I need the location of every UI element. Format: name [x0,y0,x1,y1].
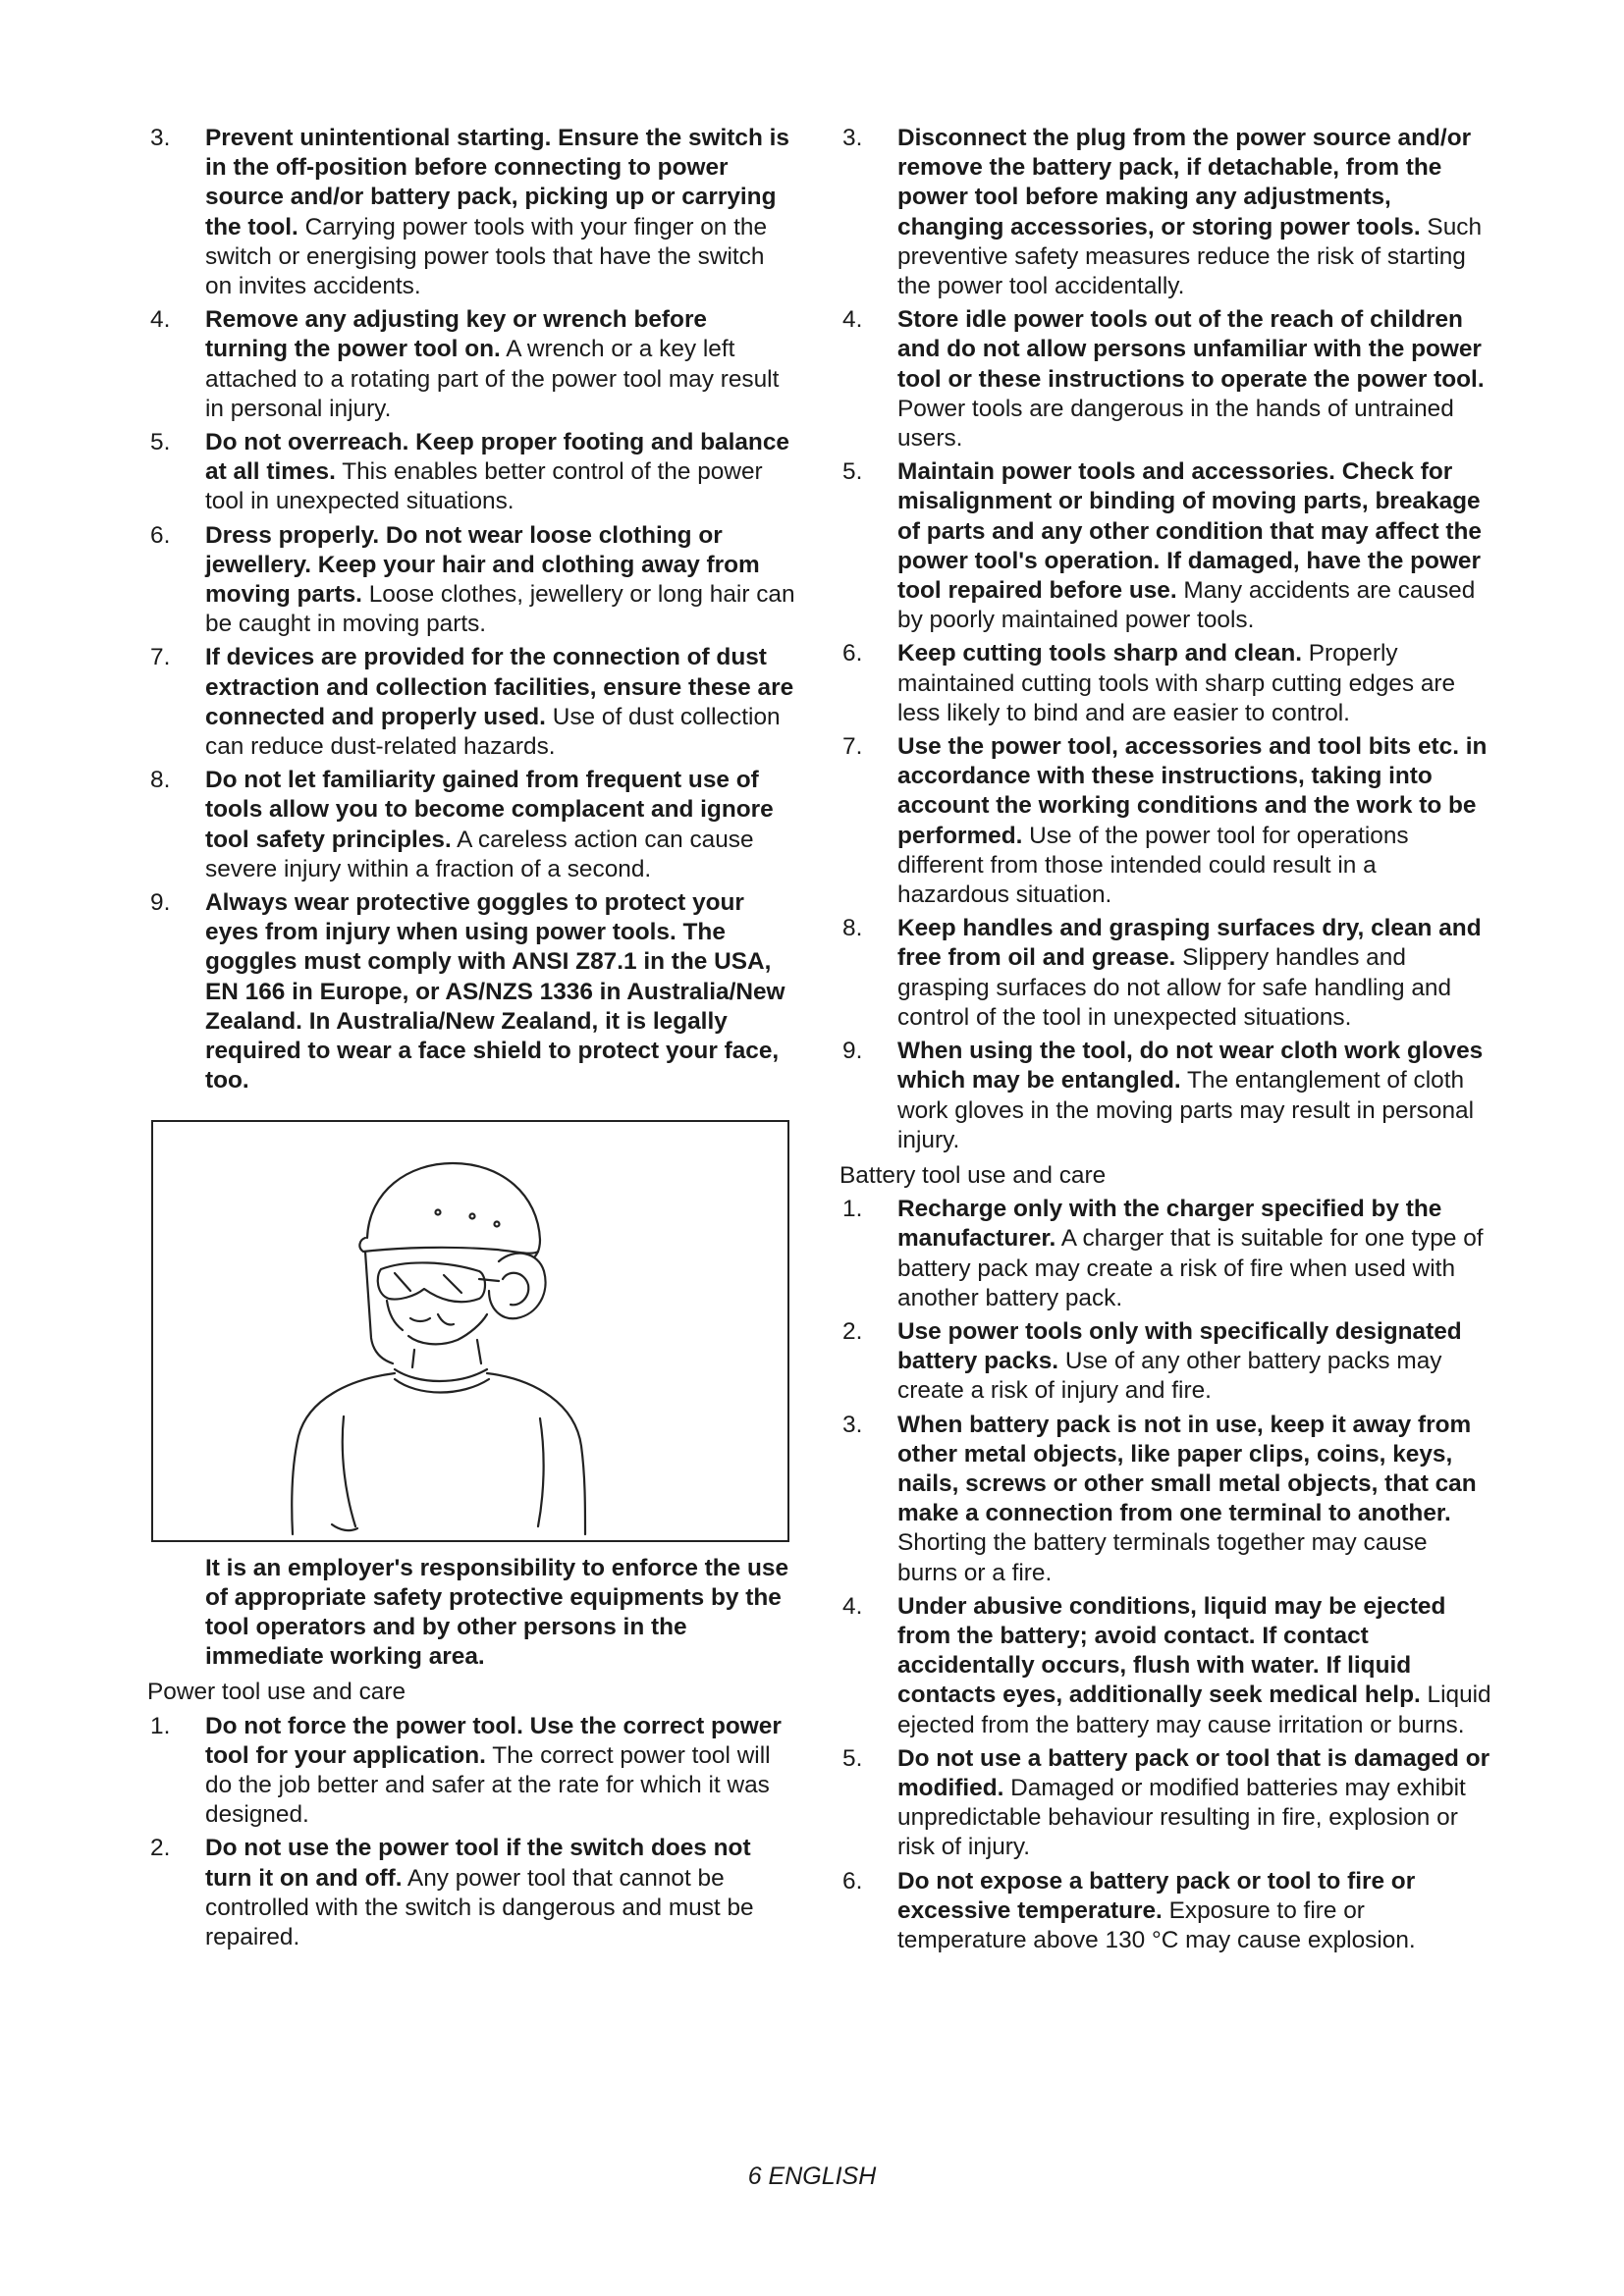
item-number: 3. [842,1411,863,1438]
item-bold-text: Dress properly. Do not wear loose clothing or jewellery. Keep your hair and clothing away from moving parts. [205,521,760,609]
left-column [147,124,795,1956]
item-bold-text: Keep cutting tools sharp and clean. [897,640,1302,667]
item-number: 6. [842,1867,863,1895]
item-body-text: The entanglement of cloth work gloves in the moving parts may result in personal injury. [897,1067,1474,1153]
item-body-text: Exposure to fire or temperature above 130 °C may cause explosion. [897,1896,1416,1953]
list-item [839,639,1492,728]
item-body-text: A careless action can cause severe injury within a fraction of a second. [205,826,754,882]
item-number: 3. [842,125,863,151]
list-item [839,1195,1492,1313]
item-bold-text: Do not use the power tool if the switch does not turn it on and off. [205,1835,751,1892]
item-bold-text: Recharge only with the charger specified by the manufacturer. [897,1196,1442,1253]
item-number: 6. [842,640,863,667]
item-bold-text: When battery pack is not in use, keep it away from other metal objects, like paper clips, coins, keys, nails, screws or other small metal objects, that can make a connection from one terminal to another. [897,1411,1477,1527]
item-bold-text: Store idle power tools out of the reach of children and do not allow persons unfamiliar with the power tool or these instructions to operate the power tool. [897,306,1485,393]
item-body-text: Use of dust collection can reduce dust-related hazards. [205,703,781,761]
list-item [147,1834,795,1952]
item-body-text: Use of any other battery packs may create a risk of injury and fire. [897,1348,1442,1405]
item-number: 8. [150,767,171,794]
list-item [839,1867,1492,1956]
item-body-text: A wrench or a key left attached to a rotating part of the power tool may result in personal injury. [205,336,780,422]
item-bold-text: Maintain power tools and accessories. Check for misalignment or binding of moving parts, breakage of parts and any other condition that may affect the power tool's operation. If damaged, have the power tool repaired before use. [897,458,1482,605]
list-item [839,124,1492,301]
item-bold-text: Use the power tool, accessories and tool bits etc. in accordance with these instructions, taking into account the working conditions and the work to be performed. [897,733,1488,849]
employer-responsibility-note: It is an employer's responsibility to enforce the use of appropriate safety protective equipments by the tool operators and by other persons in the immediate working area. [205,1554,789,1671]
item-number: 2. [842,1317,863,1345]
item-bold-text: Remove any adjusting key or wrench before turning the power tool on. [205,306,708,363]
list-item [147,1712,795,1831]
item-number: 5. [842,1744,863,1772]
item-body-text: A charger that is suitable for one type of battery pack may create a risk of fire when used with another battery pack. [897,1225,1484,1311]
list-item [839,914,1492,1033]
item-number: 7. [150,644,171,671]
item-bold-text: Do not expose a battery pack or tool to fire or excessive temperature. [897,1867,1416,1924]
item-bold-text: Keep handles and grasping surfaces dry, clean and free from oil and grease. [897,915,1482,972]
right-items-top [839,124,1492,1155]
list-item [839,732,1492,910]
item-body-text: This enables better control of the power tool in unexpected situations. [205,458,763,515]
item-body-text: Carrying power tools with your finger on the switch or energising power tools that have the switch on invites accidents. [205,213,768,300]
item-bold-text: Prevent unintentional starting. Ensure the switch is in the off-position before connecting to power source and/or battery pack, picking up or carrying the tool. [205,125,789,240]
item-bold-text: Always wear protective goggles to protect your eyes from injury when using power tools. The goggles must comply with ANSI Z87.1 in the USA, EN 166 in Europe, or AS/NZS 1336 in Australia/New Zealand. In Australia/New Zealand, it is legally required to wear a face shield to protect your face, too. [205,889,785,1095]
item-bold-text: If devices are provided for the connection of dust extraction and collection facilities, ensure these are connected and properly used. [205,644,794,730]
right-column [839,124,1492,1959]
heading-power-tool-use-and-care: Power tool use and care [147,1679,406,1706]
item-number: 2. [150,1835,171,1862]
list-item [147,428,795,517]
list-item [839,1037,1492,1155]
item-body-text: Power tools are dangerous in the hands of untrained users. [897,395,1454,453]
item-number: 4. [842,306,863,334]
item-number: 4. [842,1592,863,1620]
item-bold-text: Under abusive conditions, liquid may be ejected from the battery; avoid contact. If contact accidentally occurs, flush with water. If liquid contacts eyes, additionally seek medical help. [897,1592,1446,1709]
item-bold-text: Use power tools only with specifically designated battery packs. [897,1317,1462,1375]
left-items-bottom [147,1712,795,1953]
list-item [839,1592,1492,1740]
list-item [147,766,795,884]
item-body-text: Shorting the battery terminals together may cause burns or a fire. [897,1529,1428,1586]
item-bold-text: Disconnect the plug from the power source and/or remove the battery pack, if detachable, from the power tool before making any adjustments, changing accessories, or storing power tools. [897,125,1472,240]
item-bold-text: Do not let familiarity gained from frequent use of tools allow you to become complacent and ignore tool safety principles. [205,767,774,853]
item-number: 9. [150,889,171,917]
item-number: 7. [842,733,863,761]
item-number: 6. [150,521,171,549]
item-body-text: Properly maintained cutting tools with sharp cutting edges are less likely to bind and are easier to control. [897,640,1456,726]
left-items-top [147,124,795,1096]
item-number: 3. [150,125,171,151]
item-body-text: Damaged or modified batteries may exhibit unpredictable behaviour resulting in fire, explosion or risk of injury. [897,1774,1466,1861]
item-body-text: Any power tool that cannot be controlled with the switch is dangerous and must be repaired. [205,1864,754,1950]
item-body-text: Loose clothes, jewellery or long hair can be caught in moving parts. [205,581,795,638]
list-item [839,1744,1492,1863]
heading-battery-tool-use-and-care: Battery tool use and care [839,1161,1107,1189]
item-body-text: Liquid ejected from the battery may cause irritation or burns. [897,1682,1491,1738]
item-body-text: Many accidents are caused by poorly maintained power tools. [897,577,1476,634]
list-item [147,305,795,424]
item-number: 4. [150,306,171,334]
item-body-text: Use of the power tool for operations different from those intended could result in a hazardous situation. [897,822,1409,909]
item-body-text: The correct power tool will do the job better and safer at the rate for which it was designed. [205,1741,771,1829]
item-bold-text: Do not force the power tool. Use the correct power tool for your application. [205,1712,782,1769]
page-footer: 6 ENGLISH [747,2163,877,2190]
item-bold-text: Do not overreach. Keep proper footing and balance at all times. [205,429,789,486]
right-items-bottom [839,1195,1492,1955]
item-body-text: Such preventive safety measures reduce the risk of starting the power tool accidentally. [897,213,1483,300]
item-number: 8. [842,915,863,942]
item-number: 9. [842,1038,863,1065]
list-item [147,521,795,640]
list-item [147,124,795,301]
item-bold-text: When using the tool, do not wear cloth work gloves which may be entangled. [897,1038,1484,1095]
person-with-helmet-goggles-faceshield-icon [153,1122,787,1540]
item-number: 5. [150,429,171,456]
list-item [147,643,795,762]
item-number: 5. [842,458,863,486]
item-number: 1. [842,1196,863,1223]
list-item [839,1411,1492,1588]
item-body-text: Slippery handles and grasping surfaces do not allow for safe handling and control of the tool in unexpected situations. [897,944,1452,1031]
list-item [839,305,1492,454]
list-item [147,888,795,1095]
list-item [839,457,1492,635]
item-number: 1. [150,1712,171,1739]
list-item [839,1317,1492,1407]
item-bold-text: Do not use a battery pack or tool that is damaged or modified. [897,1744,1490,1801]
safety-illustration [151,1120,789,1542]
